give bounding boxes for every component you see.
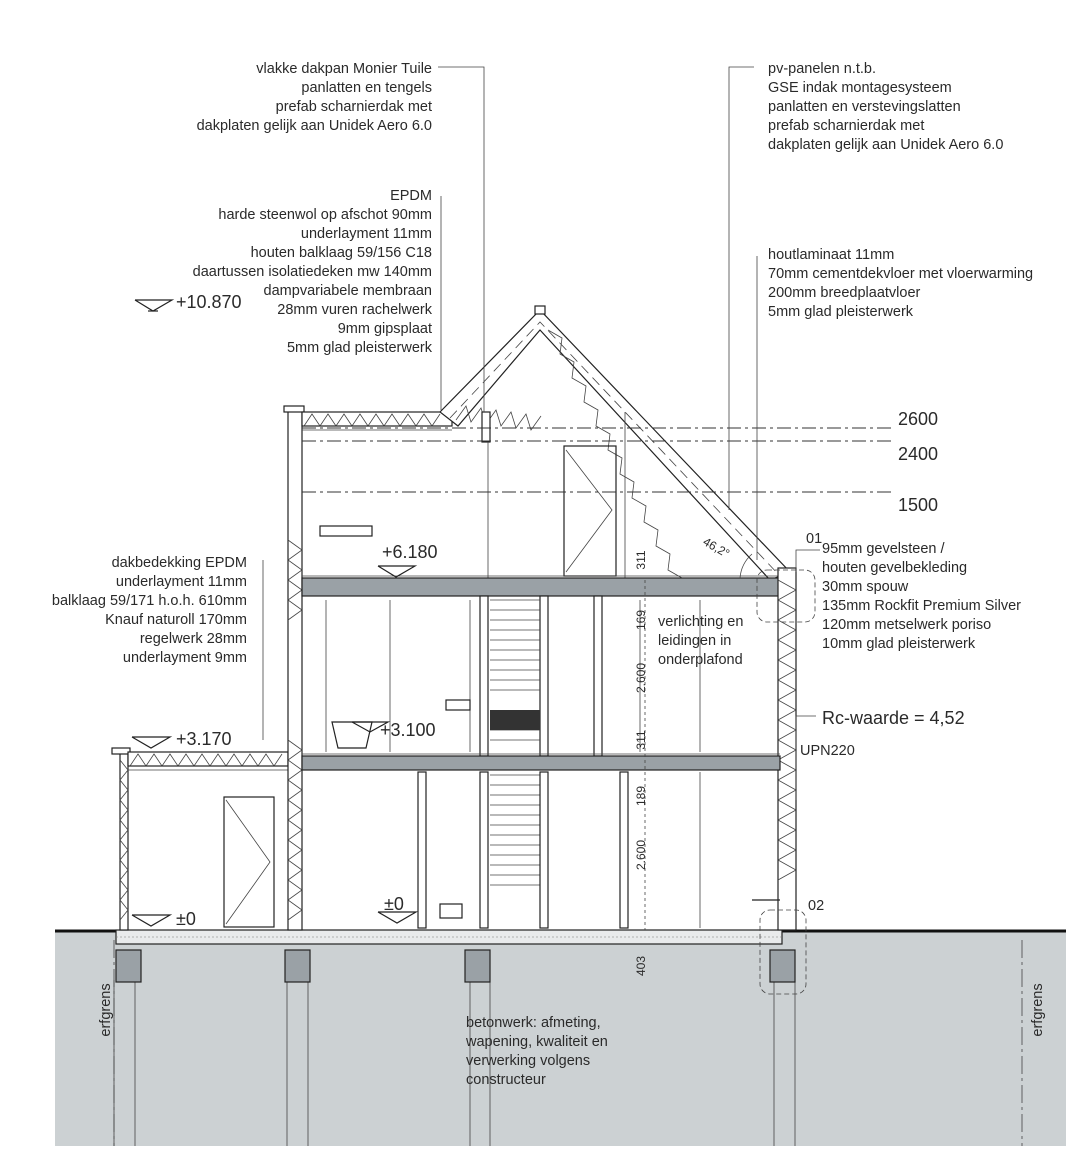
dim-169: 169: [634, 609, 648, 631]
boundary-label-left: erfgrens: [98, 983, 114, 1037]
flat-roof-line-7: 28mm vuren rachelwerk: [277, 302, 432, 318]
foundation-line-2: wapening, kwaliteit en: [466, 1034, 608, 1050]
beam-label: UPN220: [800, 743, 855, 759]
level-labels: [176, 292, 438, 929]
facade-line-5: 120mm metselwerk poriso: [822, 617, 992, 633]
level-annex: +3.170: [176, 729, 232, 749]
annex-roof-line-6: underlayment 9mm: [122, 650, 247, 666]
roof-right-line-5: dakplaten gelijk aan Unidek Aero 6.0: [768, 137, 1004, 153]
ceiling-line-2: leidingen in: [658, 633, 732, 649]
dim-311-top: 311: [634, 550, 648, 570]
annex-roof-line-3: balklaag 59/171 h.o.h. 610mm: [51, 593, 247, 609]
height-2400: 2400: [898, 444, 939, 464]
detail-02-label: 02: [808, 898, 825, 914]
ceiling-line-1: verlichting en: [658, 614, 744, 630]
floor-line-1: houtlaminaat 11mm: [768, 247, 895, 263]
roof-right-note: [768, 61, 1003, 153]
flat-roof-line-9: 5mm glad pleisterwerk: [286, 340, 432, 356]
facade-note: [822, 541, 1021, 652]
roof-right-line-1: pv-panelen n.t.b.: [768, 61, 877, 77]
dim-189: 189: [634, 785, 648, 807]
flat-roof-line-3: underlayment 11mm: [300, 226, 432, 242]
foundation-line-4: constructeur: [466, 1072, 546, 1088]
flat-roof-line-6: dampvariabele membraan: [263, 283, 432, 299]
height-1500: 1500: [898, 495, 939, 515]
facade-line-4: 135mm Rockfit Premium Silver: [822, 598, 1022, 614]
facade-line-6: 10mm glad pleisterwerk: [822, 636, 976, 652]
roof-left-line-4: dakplaten gelijk aan Unidek Aero 6.0: [196, 118, 432, 134]
flat-roof-line-5: daartussen isolatiedeken mw 140mm: [192, 264, 432, 280]
annex-roof-line-5: regelwerk 28mm: [139, 631, 247, 647]
facade-line-3: 30mm spouw: [822, 579, 909, 595]
level-second: +6.180: [382, 542, 438, 562]
foundation-line-1: betonwerk: afmeting,: [466, 1015, 601, 1031]
floor-note: [768, 247, 1033, 320]
roof-right-line-2: GSE indak montagesysteem: [768, 80, 952, 96]
dim-311-bottom: 311: [634, 730, 648, 750]
roof-angle-label: 46,2°: [700, 534, 733, 561]
level-top: +10.870: [176, 292, 242, 312]
level-ground-left: ±0: [176, 909, 196, 929]
ceiling-note: [658, 614, 743, 668]
roof-left-note: [197, 61, 432, 134]
detail-01-label: 01: [806, 531, 823, 547]
dim-2600-bottom: 2.600: [634, 839, 648, 871]
facade-line-1: 95mm gevelsteen /: [822, 541, 945, 557]
flat-roof-note: [193, 188, 433, 356]
dim-2600-top: 2.600: [634, 662, 648, 694]
level-ground-mid: ±0: [384, 894, 404, 914]
annex-roof-line-4: Knauf naturoll 170mm: [105, 612, 247, 628]
height-reference-lines: [302, 428, 895, 492]
height-labels: [898, 409, 938, 515]
roof-right-line-4: prefab scharnierdak met: [768, 118, 925, 134]
floor-line-3: 200mm breedplaatvloer: [768, 285, 921, 301]
height-2600: 2600: [898, 409, 939, 429]
roof-right-line-3: panlatten en verstevingslatten: [768, 99, 961, 115]
ceiling-line-3: onderplafond: [658, 652, 743, 668]
flat-roof-line-1: EPDM: [390, 188, 432, 204]
flat-roof-line-8: 9mm gipsplaat: [337, 321, 432, 337]
annex-roof-line-2: underlayment 11mm: [115, 574, 247, 590]
floor-line-2: 70mm cementdekvloer met vloerwarming: [768, 266, 1034, 282]
annex-roof-line-1: dakbedekking EPDM: [111, 555, 247, 571]
facade-line-2: houten gevelbekleding: [822, 560, 968, 576]
rc-value-label: Rc-waarde = 4,52: [822, 708, 965, 728]
annex-structure: [112, 748, 288, 930]
roof-left-line-2: panlatten en tengels: [301, 80, 432, 96]
annex-roof-note: [52, 555, 247, 666]
floor-line-4: 5mm glad pleisterwerk: [768, 304, 914, 320]
flat-roof-line-4: houten balklaag 59/156 C18: [250, 245, 432, 261]
roof-left-line-1: vlakke dakpan Monier Tuile: [256, 61, 432, 77]
level-first: +3.100: [380, 720, 436, 740]
flat-roof-line-2: harde steenwol op afschot 90mm: [218, 207, 432, 223]
boundary-label-right: erfgrens: [1030, 983, 1046, 1037]
roof-left-line-3: prefab scharnierdak met: [275, 99, 432, 115]
dim-403: 403: [634, 955, 648, 977]
foundation-line-3: verwerking volgens: [466, 1053, 591, 1069]
